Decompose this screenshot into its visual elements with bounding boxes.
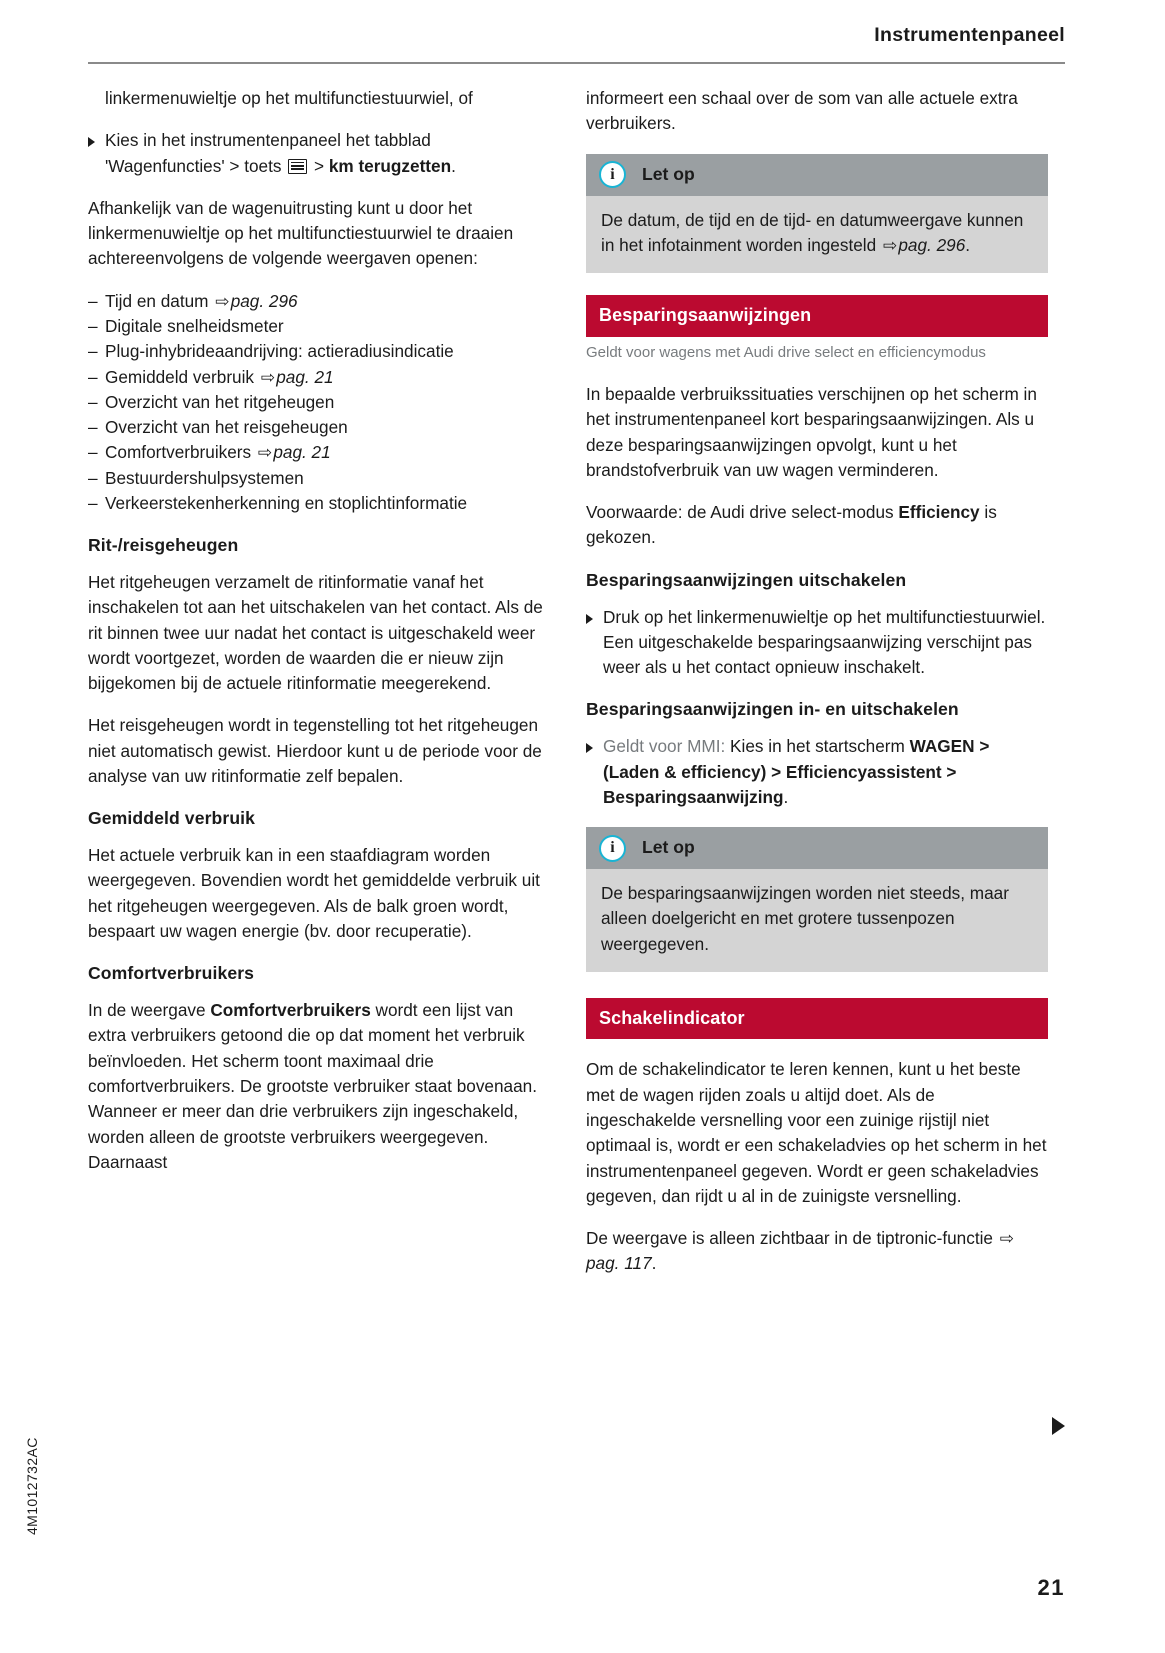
note-header [586,154,1048,196]
dash-bullet-icon: – [88,417,98,438]
note-body-text: De datum, de tijd en de tijd- en datumweergave kunnen in het infotainment worden ingesteld [601,209,1024,255]
dash-bullet-icon: – [88,315,98,336]
bullet-besparing-uit-text: Druk op het linkermenuwieltje op het multifunctiestuurwiel. Een uitgeschakelde besparingsaanwijzing verschijnt pas weer als u het contact opnieuw inschakelt. [603,606,1046,678]
paragraph-besparing-1: In bepaalde verbruikssituaties verschijnen op het scherm in het instrumentenpaneel kort besparingsaanwijzingen. Als u deze besparingsaanwijzingen opvolgt, kunt u het brandstofverbruik van uw wagen verminderen. [586,384,1037,480]
dash-bullet-icon: – [88,391,98,412]
dash-bullet-icon: – [88,341,98,362]
note-header [586,827,1048,869]
note-box-datum [586,154,1048,274]
list-item-reference: pag. 21 [276,366,334,387]
list-item [88,314,550,339]
dash-bullet-icon: – [88,442,98,463]
list-item [88,491,550,516]
list-menu-icon [288,159,307,174]
comfort-text-a: In de weergave [88,1000,211,1021]
dash-bullet-icon: – [88,492,98,513]
note-body: De besparingsaanwijzingen worden niet steeds, maar alleen doelgericht en met grotere tussenpozen weergegeven. [586,869,1048,972]
mmi-path-bold: WAGEN > (Laden & efficiency) > Efficiencyassistent > Besparingsaanwijzing [603,736,990,807]
triangle-bullet-icon [586,743,593,753]
bullet-text-end: . [451,155,456,176]
paragraph-comfort [88,998,550,1175]
list-item-reference: pag. 21 [273,442,331,463]
display-list [88,289,550,517]
schakel-2-reference: pag. 117 [586,1253,652,1274]
reference-arrow-icon: ⇨ [999,1228,1015,1249]
bullet-continued [88,86,550,111]
heading-besparing-uitschakelen: Besparingsaanwijzingen uitschakelen [586,569,907,590]
note-body-end: . [965,234,971,255]
page-number: 21 [1037,1575,1065,1600]
list-item [88,466,550,491]
mmi-scope-label: Geldt voor MMI: [603,736,726,757]
list-item [88,390,550,415]
mmi-intro-text: Kies in het startscherm [725,736,910,757]
note-box-besparingsaanwijzingen [586,827,1048,972]
info-icon: i [599,835,626,862]
list-item-label: Tijd en datum [105,290,209,311]
bullet-text-bold: km terugzetten [328,155,452,176]
mmi-path-end: . [783,786,789,807]
paragraph-gemiddeld: Het actuele verbruik kan in een staafdiagram worden weergegeven. Bovendien wordt het gemiddelde verbruik uit het ritgeheugen weergegeven. Als de balk groen wordt, bespaart uw wagen energie (bv. door recuperatie). [88,845,540,942]
note-body-reference: pag. 296 [898,234,966,255]
list-item [88,415,550,440]
heading-gemiddeld-verbruik: Gemiddeld verbruik [88,808,256,829]
paragraph-rit-2: Het reisgeheugen wordt in tegenstelling tot het ritgeheugen niet automatisch gewist. Hierdoor kunt u de periode voor de analyse van uw ritinformatie zelf bepalen. [88,715,542,787]
note-body [586,196,1048,274]
paragraph-schakel-2 [586,1226,1048,1277]
dash-bullet-icon: – [88,467,98,488]
reference-arrow-icon: ⇨ [260,366,276,387]
dash-bullet-icon: – [88,366,98,387]
bullet-besparing-uitschakelen [586,605,1048,681]
list-item-label: Plug-inhybrideaandrijving: actieradiusindicatie [105,341,454,362]
list-item [88,289,550,314]
section-bar-schakelindicator: Schakelindicator [586,998,1048,1039]
continuation-arrow-icon [1052,1417,1065,1435]
bullet-continued-text: linkermenuwieltje op het multifunctiestuurwiel, of [105,88,473,108]
list-item [88,365,550,390]
heading-rit-reisgeheugen: Rit-/reisgeheugen [88,535,239,556]
right-column [586,86,1048,1277]
paragraph-schakel-1: Om de schakelindicator te leren kennen, kunt u het beste met de wagen rijden zoals u altijd doet. Als de ingeschakelde versnelling voor een zuinige rijstijl niet optimaal is, wordt er een schakeladvies op het scherm in het instrumentenpaneel gegeven. Wordt er geen schakeladvies gegeven, dan rijdt u al in de zuinigste versnelling. [586,1059,1047,1206]
comfort-text-b: wordt een lijst van extra verbruikers getoond die op dat moment het verbruik beïnvloeden. Het scherm toont maximaal drie comfortverbruikers. De grootste verbruiker staat bovenaan. Wanneer er meer dan drie verbruikers zijn ingeschakeld, worden alleen de grootste verbruikers weergegeven. Daarnaast [88,1000,537,1172]
section-bar-besparingsaanwijzingen: Besparingsaanwijzingen [586,295,1048,336]
header-divider [88,62,1065,64]
page-title: Instrumentenpaneel [874,24,1065,46]
list-item-label: Verkeerstekenherkenning en stoplichtinformatie [105,492,468,513]
triangle-bullet-icon [88,137,95,147]
list-item-reference: pag. 296 [230,290,298,311]
besparing-2-text-b: is gekozen. [586,502,997,548]
section-subtitle-besparingsaanwijzingen: Geldt voor wagens met Audi drive select en efficiencymodus [586,343,986,361]
list-item-label: Comfortverbruikers [105,442,252,463]
list-item-label: Bestuurdershulpsystemen [105,467,304,488]
dash-bullet-icon: – [88,290,98,311]
list-item-label: Overzicht van het ritgeheugen [105,391,335,412]
bullet-text-part2: > [309,155,329,176]
schakel-2-text-a: De weergave is alleen zichtbaar in de tiptronic-functie [586,1228,998,1249]
reference-arrow-icon: ⇨ [882,234,898,255]
list-item [88,440,550,465]
besparing-2-text-a: Voorwaarde: de Audi drive select-modus [586,502,899,523]
note-title: Let op [642,163,695,184]
left-column [88,86,550,1175]
paragraph-besparing-2 [586,500,1048,551]
list-item [88,339,550,364]
comfort-text-bold: Comfortverbruikers [210,1000,371,1021]
info-icon: i [599,161,626,188]
triangle-bullet-icon [586,614,593,624]
schakel-2-end: . [651,1253,657,1274]
document-code: 4M1012732AC [24,1437,40,1535]
note-title: Let op [642,837,695,858]
heading-comfortverbruikers: Comfortverbruikers [88,963,255,984]
list-item-label: Gemiddeld verbruik [105,366,255,387]
paragraph-rit-1: Het ritgeheugen verzamelt de ritinformatie vanaf het inschakelen tot aan het uitschakelen van het contact. Als de rit binnen twee uur nadat het contact is uitgeschakeld weer wordt voortgezet, worden de waarden die er nieuw zijn bijgekomen bij de actuele ritinformatie meegerekend. [88,572,543,694]
intro-paragraph: Afhankelijk van de wagenuitrusting kunt u door het linkermenuwieltje op het multifunctiestuurwiel te draaien achtereenvolgens de volgende weergaven openen: [88,197,514,269]
heading-besparing-in-uitschakelen: Besparingsaanwijzingen in- en uitschakelen [586,699,959,720]
besparing-2-bold: Efficiency [898,502,980,523]
reference-arrow-icon: ⇨ [257,442,273,463]
reference-arrow-icon: ⇨ [215,290,230,311]
paragraph-continued: informeert een schaal over de som van alle actuele extra verbruikers. [586,88,1018,134]
bullet-km-terugzetten [88,128,550,179]
list-item-label: Overzicht van het reisgeheugen [105,417,348,438]
bullet-mmi-path [586,734,1048,810]
list-item-label: Digitale snelheidsmeter [105,315,284,336]
bullet-text-part1: Kies in het instrumentenpaneel het tabblad 'Wagenfuncties' > toets [105,130,431,176]
